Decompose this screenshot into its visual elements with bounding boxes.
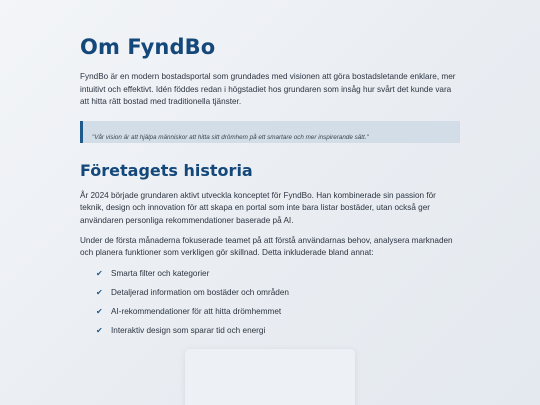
history-paragraph-1: År 2024 började grundaren aktivt utveckla konceptet för FyndBo. Han kombinerade sin passion för teknik, design och innovation för att skapa en portal som inte bara listar bostäder, utan också ger användaren personliga rekommendationer baserade på AI. <box>80 190 436 225</box>
history-heading: Företagets historia <box>80 160 253 180</box>
content-card <box>185 349 355 405</box>
feature-label: Smarta filter och kategorier <box>111 268 210 278</box>
vision-quote <box>80 121 460 143</box>
check-icon: ✔ <box>96 287 103 297</box>
intro-paragraph: FyndBo är en modern bostadsportal som grundades med visionen att göra bostadsletande enklare, mer intuitivt och effektivt. Idén föddes redan i högstadiet hos grundaren som insåg hur svårt det kunde vara att hitta rätt bostad med traditionella tjänster. <box>80 72 456 107</box>
vision-quote-text: "Vår vision är att hjälpa människor att hitta sitt drömhem på ett smartare och mer inspirerande sätt." <box>92 133 369 141</box>
page-title: Om FyndBo <box>80 35 216 59</box>
main-content <box>80 34 460 344</box>
feature-label: AI-rekommendationer för att hitta drömhemmet <box>111 306 282 316</box>
feature-list <box>80 268 460 337</box>
feature-label: Detaljerad information om bostäder och områden <box>111 287 289 297</box>
feature-label: Interaktiv design som sparar tid och energi <box>111 325 266 335</box>
list-item <box>96 306 460 318</box>
check-icon: ✔ <box>96 306 103 316</box>
history-paragraph-2: Under de första månaderna fokuserade teamet på att förstå användarnas behov, analysera marknaden och planera funktioner som verkligen gör skillnad. Detta inkluderade bland annat: <box>80 235 453 258</box>
list-item <box>96 325 460 337</box>
list-item <box>96 287 460 299</box>
check-icon: ✔ <box>96 325 103 335</box>
check-icon: ✔ <box>96 268 103 278</box>
list-item <box>96 268 460 280</box>
